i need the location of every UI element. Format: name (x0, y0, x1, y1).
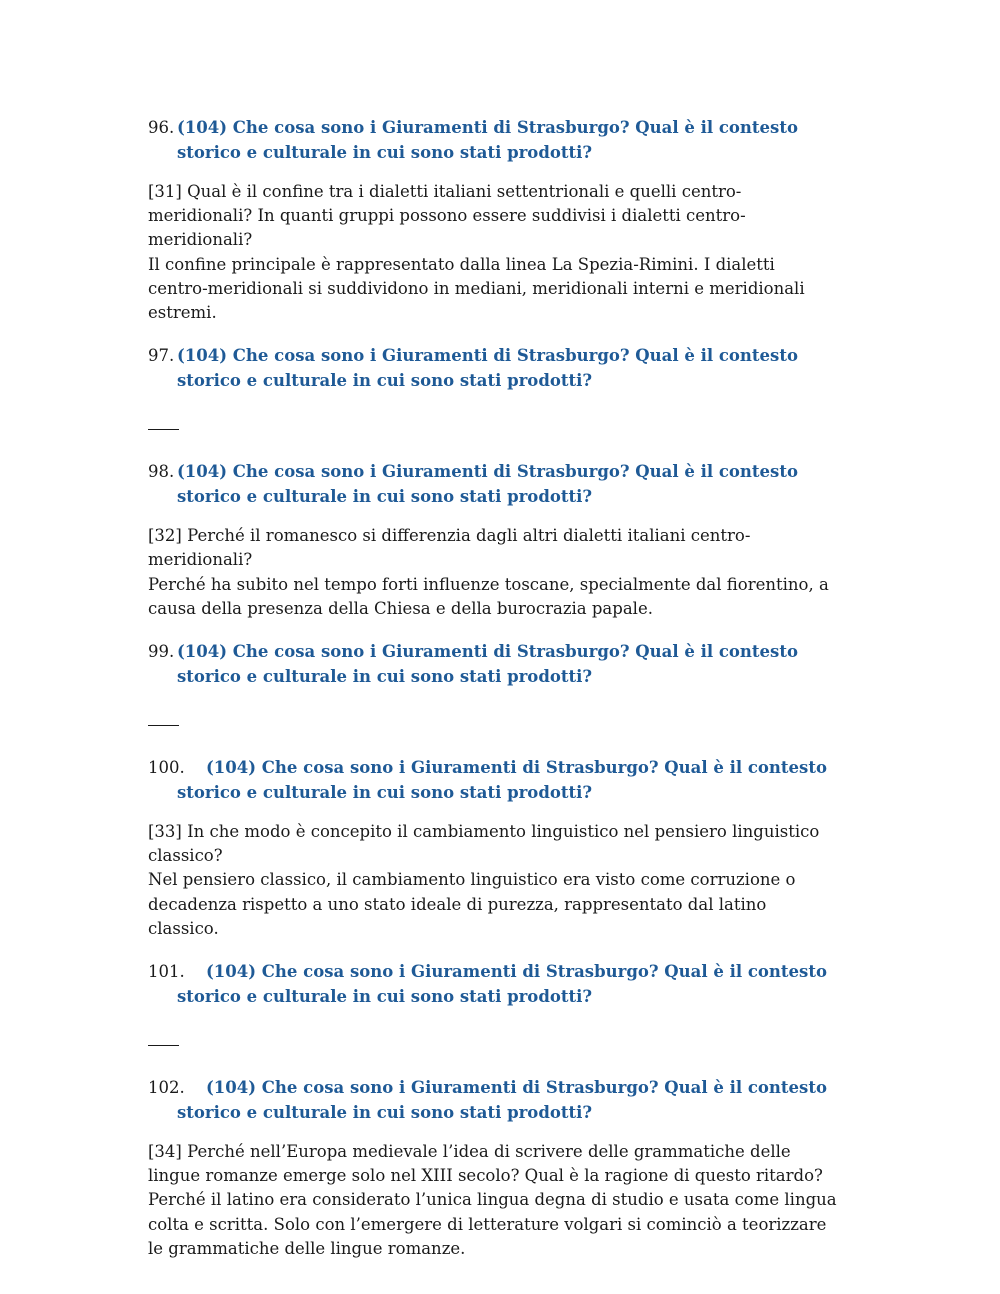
separator-line (148, 1045, 179, 1046)
list-number: 102. (148, 1078, 185, 1098)
heading-text: (104) Che cosa sono i Giuramenti di Strasburgo? Qual è il contesto storico e culturale in cui sono stati prodotti? (177, 462, 798, 506)
separator-line (148, 725, 179, 726)
answer-text: Perché il latino era considerato l’unica lingua degna di studio e usata come lingua colta e scritta. Solo con l’emergere di letterature volgari si cominciò a teorizzare le grammatiche delle lingue romanze. (148, 1190, 837, 1258)
question-heading-102 (148, 1076, 838, 1125)
list-number: 97. (148, 346, 175, 366)
heading-text: (104) Che cosa sono i Giuramenti di Strasburgo? Qual è il contesto storico e culturale in cui sono stati prodotti? (177, 642, 798, 686)
list-number: 98. (148, 462, 175, 482)
question-text: [31] Qual è il confine tra i dialetti italiani settentrionali e quelli centro-meridionali? In quanti gruppi possono essere suddivisi i dialetti centro-meridionali? (148, 182, 746, 250)
document-page (148, 116, 838, 1261)
separator-line (148, 429, 179, 430)
question-text: [34] Perché nell’Europa medievale l’idea di scrivere delle grammatiche delle lingue romanze emerge solo nel XIII secolo? Qual è la ragione di questo ritardo? (148, 1142, 823, 1186)
answer-paragraph-31 (148, 180, 838, 325)
heading-text: (104) Che cosa sono i Giuramenti di Strasburgo? Qual è il contesto storico e culturale in cui sono stati prodotti? (177, 118, 798, 162)
answer-text: Il confine principale è rappresentato dalla linea La Spezia-Rimini. I dialetti centro-meridionali si suddividono in mediani, meridionali interni e meridionali estremi. (148, 254, 805, 323)
question-text: [33] In che modo è concepito il cambiamento linguistico nel pensiero linguistico classico? (148, 822, 820, 866)
question-heading-100 (148, 756, 838, 805)
list-number: 99. (148, 642, 175, 662)
heading-text: (104) Che cosa sono i Giuramenti di Strasburgo? Qual è il contesto storico e culturale in cui sono stati prodotti? (177, 962, 827, 1006)
question-heading-101 (148, 960, 838, 1009)
question-heading-99 (148, 640, 838, 689)
question-heading-96 (148, 116, 838, 165)
question-text: [32] Perché il romanesco si differenzia dagli altri dialetti italiani centro-meridionali? (148, 526, 751, 570)
heading-text: (104) Che cosa sono i Giuramenti di Strasburgo? Qual è il contesto storico e culturale in cui sono stati prodotti? (177, 346, 798, 390)
answer-text: Nel pensiero classico, il cambiamento linguistico era visto come corruzione o decadenza rispetto a uno stato ideale di purezza, rappresentato dal latino classico. (148, 870, 796, 938)
list-number: 96. (148, 118, 175, 137)
answer-paragraph-32 (148, 524, 838, 621)
answer-paragraph-33 (148, 820, 838, 941)
list-number: 101. (148, 962, 185, 982)
list-number: 100. (148, 758, 185, 778)
answer-paragraph-34 (148, 1140, 838, 1261)
answer-text: Perché ha subito nel tempo forti influenze toscane, specialmente dal fiorentino, a causa della presenza della Chiesa e della burocrazia papale. (148, 574, 829, 618)
question-heading-97 (148, 344, 838, 393)
question-heading-98 (148, 460, 838, 509)
heading-text: (104) Che cosa sono i Giuramenti di Strasburgo? Qual è il contesto storico e culturale in cui sono stati prodotti? (177, 1078, 827, 1122)
heading-text: (104) Che cosa sono i Giuramenti di Strasburgo? Qual è il contesto storico e culturale in cui sono stati prodotti? (177, 758, 827, 802)
